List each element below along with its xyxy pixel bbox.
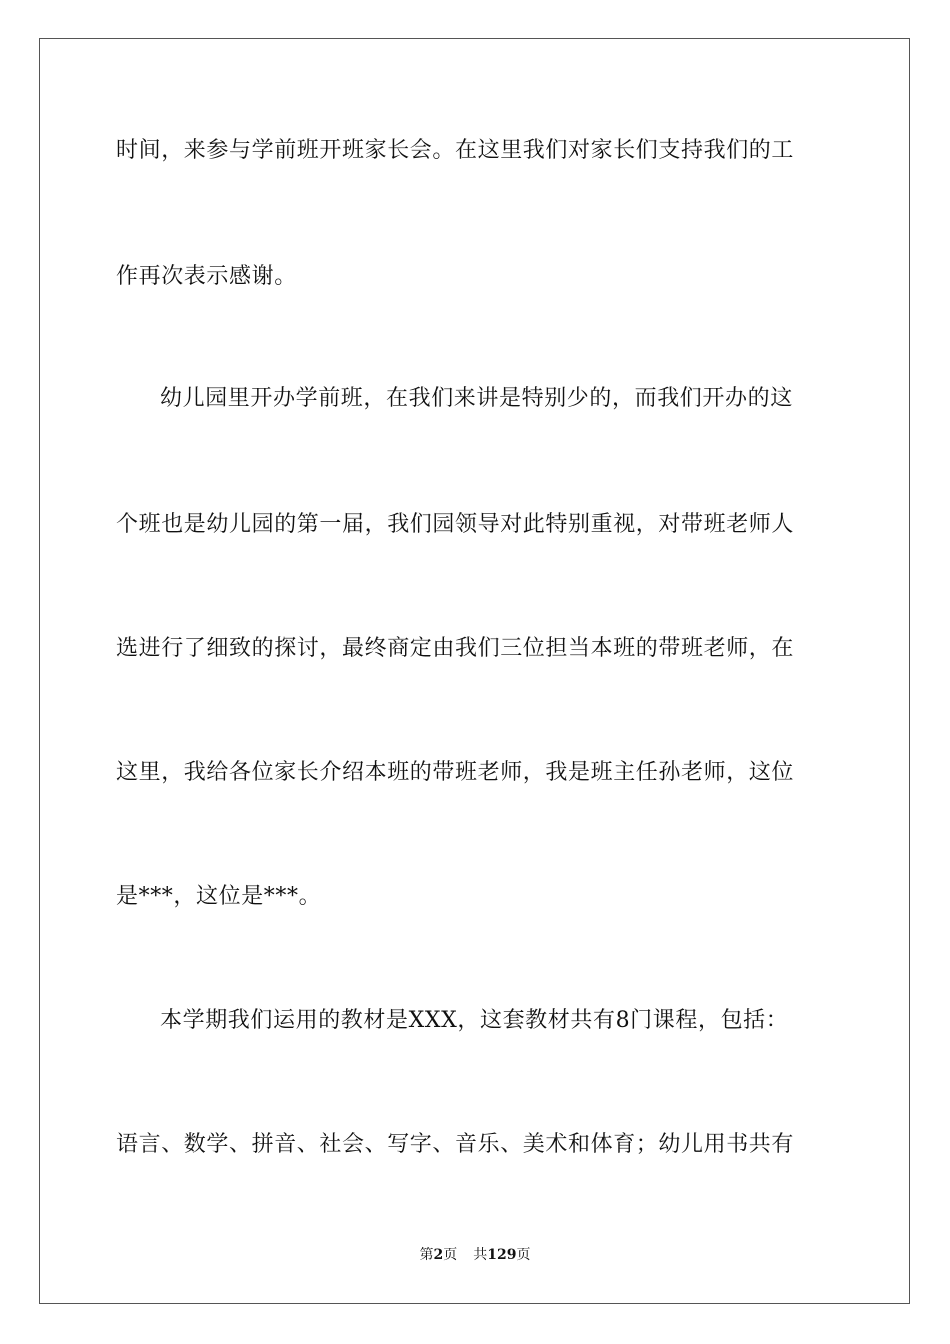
text-line-3: 幼儿园里开办学前班，在我们来讲是特别少的，而我们开办的这 (160, 386, 793, 411)
footer-total-pages: 129 (487, 1247, 517, 1263)
text-line-5: 选进行了细致的探讨，最终商定由我们三位担当本班的带班老师，在 (116, 636, 795, 661)
text-line-1: 时间，来参与学前班开班家长会。在这里我们对家长们支持我们的工 (116, 138, 795, 163)
text-line-8: 本学期我们运用的教材是XXX，这套教材共有8门课程，包括： (160, 1008, 789, 1033)
text-line-6: 这里，我给各位家长介绍本班的带班老师，我是班主任孙老师，这位 (116, 760, 795, 785)
footer-total-suffix: 页 (516, 1247, 531, 1263)
text-line-4: 个班也是幼儿园的第一届，我们园领导对此特别重视，对带班老师人 (116, 512, 795, 537)
footer-total-prefix: 共 (473, 1247, 488, 1263)
text-line-2: 作再次表示感谢。 (116, 264, 297, 289)
page-frame (39, 38, 910, 1304)
footer-page-suffix: 页 (443, 1247, 458, 1263)
text-line-7: 是***，这位是***。 (116, 884, 322, 909)
footer-page-prefix: 第 (419, 1247, 434, 1263)
footer-page-number: 2 (433, 1247, 444, 1263)
page-footer (0, 1245, 950, 1265)
text-line-9: 语言、数学、拼音、社会、写字、音乐、美术和体育；幼儿用书共有 (116, 1132, 795, 1157)
